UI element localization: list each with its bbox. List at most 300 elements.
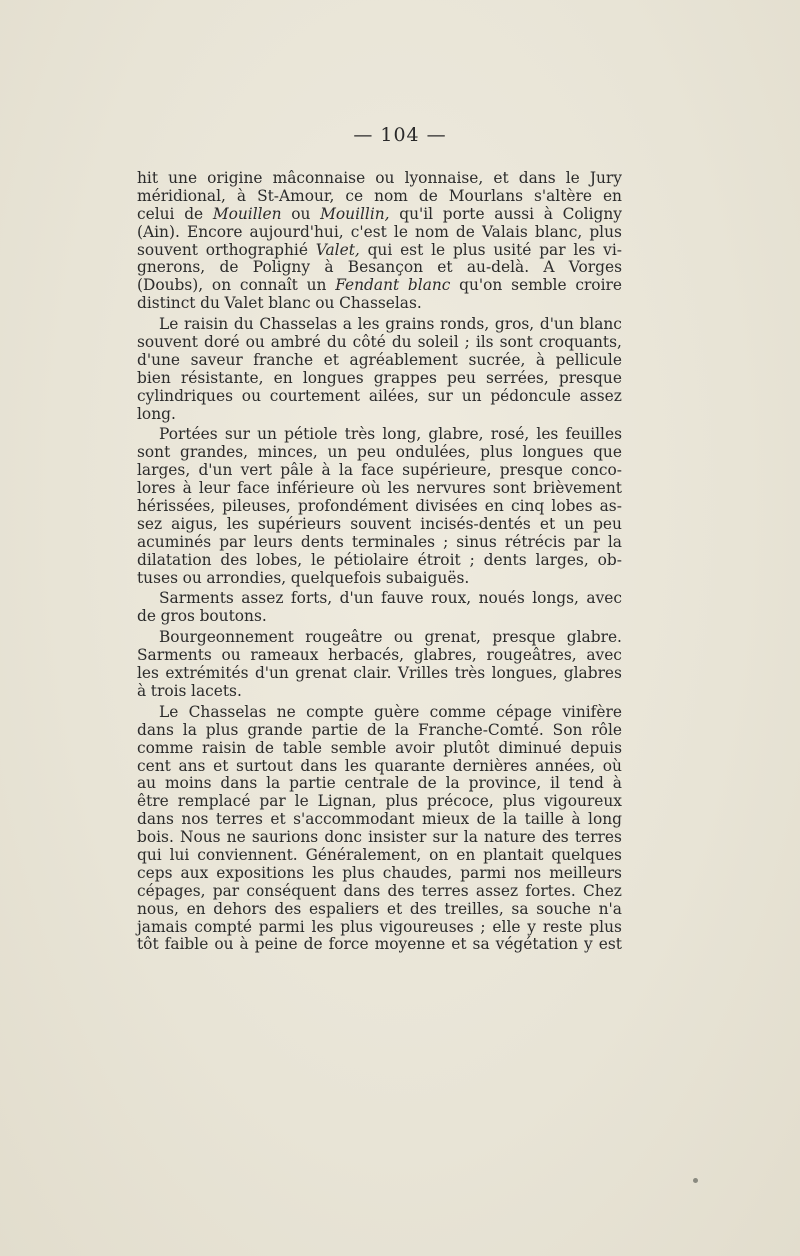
word: côté [352, 333, 386, 352]
word: roux, [431, 589, 472, 608]
word: dehors [213, 899, 267, 918]
word: un [461, 386, 482, 405]
word: larges, [137, 461, 191, 480]
word: dans [518, 169, 556, 187]
word: Nous [179, 828, 221, 847]
word: d'un [339, 589, 374, 608]
word: plus [385, 792, 419, 811]
word: un [306, 276, 327, 295]
word: végétation [495, 935, 579, 954]
word: les [536, 425, 559, 444]
word: une [168, 169, 198, 187]
word: diminué [498, 738, 562, 757]
body-text [137, 170, 622, 954]
word: reste [542, 917, 583, 936]
word: des [387, 881, 415, 900]
word: rosé, [490, 425, 530, 444]
word: ou [375, 169, 395, 187]
word: des [220, 550, 248, 569]
word: terres [215, 810, 263, 829]
word: pétiole [284, 425, 338, 444]
word: aux [180, 863, 209, 882]
word: tôt [137, 935, 159, 954]
word: mieux [421, 810, 470, 829]
text-line [137, 647, 622, 665]
word: peu [593, 514, 622, 533]
word: les [573, 240, 596, 259]
word: supérieure, [402, 461, 492, 480]
word: dents [483, 550, 527, 569]
text-line [137, 722, 622, 740]
word: cent [137, 756, 171, 775]
word: St-Amour, [257, 186, 335, 205]
text-line [137, 516, 622, 534]
word: expositions [216, 863, 305, 882]
word: compte [306, 702, 364, 721]
word: rôle [591, 720, 622, 739]
word: pétiolaire [333, 550, 409, 569]
text-line [137, 919, 622, 937]
word: à [137, 681, 147, 700]
word: ne [276, 702, 296, 721]
word: et [270, 810, 286, 829]
word: compté [194, 917, 252, 936]
word: et [213, 756, 229, 775]
word: grenat, [424, 628, 481, 647]
page-number: — 104 — [353, 124, 447, 146]
text-line [137, 277, 622, 295]
word: dans [137, 810, 174, 829]
text-line [137, 206, 622, 224]
word: elle [492, 917, 521, 936]
text-line [137, 811, 622, 829]
text-line [137, 426, 622, 444]
word: surtout [236, 756, 293, 775]
word: ou [393, 628, 414, 647]
word: il [550, 774, 560, 793]
word: province, [468, 774, 542, 793]
word: cylindriques [137, 386, 233, 405]
word: qui [367, 240, 393, 259]
word: de [418, 186, 438, 205]
text-line [137, 775, 622, 793]
word: rameaux [250, 646, 319, 665]
word: le [393, 222, 408, 241]
word: est [598, 935, 622, 954]
word: la [607, 532, 622, 551]
word: orthographié [205, 240, 308, 259]
word: résistante, [180, 368, 264, 387]
word: origine [207, 169, 263, 187]
word: boutons. [199, 607, 267, 626]
word: Bourgeonnement [159, 628, 294, 647]
word: et [386, 899, 403, 918]
word: leurs [253, 532, 293, 551]
word: des [274, 899, 302, 918]
word: la [394, 720, 410, 739]
word: lores [137, 479, 176, 498]
text-line [137, 462, 622, 480]
word: Mourlans [448, 186, 523, 205]
text-line [137, 352, 622, 370]
word: face [361, 461, 394, 480]
word: usité [493, 240, 532, 259]
word: A [543, 258, 555, 277]
word: larges, [535, 550, 589, 569]
word: presque [558, 368, 622, 387]
word: parmi [460, 863, 507, 882]
word: plus [589, 222, 622, 241]
word: soleil [417, 333, 459, 352]
word: fortes. [525, 881, 576, 900]
word: glabres, [413, 646, 477, 665]
word: à [543, 204, 553, 223]
word: qu'il [399, 204, 434, 223]
word: la [338, 461, 354, 480]
word: celui [137, 204, 175, 223]
word: blanc [407, 276, 451, 295]
word: croire [575, 276, 622, 295]
word: dans [343, 881, 381, 900]
word: longues [522, 443, 584, 462]
word: ceps [137, 863, 173, 882]
word: des [541, 828, 569, 847]
text-line [137, 847, 622, 865]
word: blanc [579, 315, 622, 334]
word: à [324, 258, 334, 277]
text-line [137, 388, 622, 406]
word: d'un [254, 664, 289, 683]
word: d'un [539, 315, 574, 334]
word: doré [203, 333, 240, 352]
word: dans [300, 756, 338, 775]
text-line [137, 224, 622, 242]
word: Portées [159, 425, 218, 444]
text-line [137, 552, 622, 570]
word: comme [137, 738, 194, 757]
text-line [137, 683, 622, 701]
word: qu'on [459, 276, 503, 295]
word: du [200, 294, 220, 313]
text-line [137, 498, 622, 516]
word: sa [472, 935, 490, 954]
word: arrondies, [206, 568, 287, 587]
word: ans [178, 756, 206, 775]
word: glabre, [428, 425, 484, 444]
word: d'une [137, 350, 181, 369]
word: conviennent. [197, 845, 298, 864]
word: force [328, 935, 369, 954]
word: longues, [491, 664, 558, 683]
word: long [588, 810, 622, 829]
word: et [451, 935, 467, 954]
word: a [342, 315, 352, 334]
text-line [137, 865, 622, 883]
word: meilleurs [549, 863, 622, 882]
word: gnerons, [137, 258, 206, 277]
word: par [573, 532, 600, 551]
word: le [311, 550, 326, 569]
word: sont [492, 479, 527, 498]
word: moyenne [374, 935, 446, 954]
word: souvent [350, 514, 412, 533]
word: du [233, 315, 254, 334]
word: ambré [270, 333, 321, 352]
word: on [211, 276, 232, 295]
word: nos [181, 810, 209, 829]
word: est [400, 240, 424, 259]
word: dilatation [137, 550, 212, 569]
word: à [239, 935, 249, 954]
word: profondément [297, 497, 409, 516]
word: ailées, [368, 386, 419, 405]
word: saveur [190, 350, 243, 369]
word: donc [324, 828, 362, 847]
word: les [226, 514, 249, 533]
word: la [503, 810, 518, 829]
word: remplacé [177, 792, 251, 811]
text-line [137, 608, 622, 626]
word: Valet [224, 294, 264, 313]
word: as- [599, 497, 622, 516]
text-line [137, 370, 622, 388]
text-line [137, 334, 622, 352]
word: souvent [137, 240, 198, 259]
word: avoir [395, 738, 435, 757]
word: plus [452, 240, 486, 259]
word: tuses [137, 568, 179, 587]
word: à [236, 186, 247, 205]
word: Valais [481, 222, 528, 241]
word: saurions [251, 828, 319, 847]
word: glabre. [566, 628, 622, 647]
text-line [137, 534, 622, 552]
word: de [303, 935, 323, 954]
word: noués [478, 589, 525, 608]
word: ou [315, 294, 335, 313]
text-line [137, 480, 622, 498]
word: inférieure [276, 479, 355, 498]
word: de [254, 738, 274, 757]
word: longues [302, 368, 364, 387]
word: à [571, 810, 581, 829]
word: ; [464, 333, 470, 352]
word: Encore [186, 222, 243, 241]
text-line [137, 570, 622, 588]
text-line [137, 665, 622, 683]
word: partie [311, 720, 359, 739]
word: faible [164, 935, 209, 954]
word: années, [535, 756, 596, 775]
word: du [326, 333, 347, 352]
word: y [584, 935, 593, 954]
word: ondulées, [395, 443, 471, 462]
word: ce [345, 186, 364, 205]
word: ou [214, 935, 234, 954]
word: courtement [269, 386, 361, 405]
word: ou [245, 333, 265, 352]
word: ob- [597, 550, 622, 569]
ink-speck [693, 1178, 698, 1183]
text-line [137, 295, 622, 313]
word: en [456, 845, 476, 864]
word: plus [340, 917, 373, 936]
word: Vrilles [397, 664, 449, 683]
word: assez [475, 881, 519, 900]
word: et [437, 258, 453, 277]
word: plus [342, 863, 375, 882]
word: dans [137, 720, 174, 739]
word: sont [137, 443, 171, 462]
word: aussi [494, 204, 535, 223]
word: par [539, 240, 566, 259]
word: Son [552, 720, 583, 739]
word: et [323, 350, 339, 369]
word: le [431, 240, 446, 259]
word: Coligny [562, 204, 622, 223]
word: mâconnaise [272, 169, 366, 187]
text-line [137, 629, 622, 647]
word: croquants, [538, 333, 622, 352]
word: à [535, 350, 546, 369]
word: trois [150, 681, 187, 700]
word: s'altère [533, 186, 592, 205]
text-line [137, 444, 622, 462]
word: plus [502, 792, 536, 811]
word: au [137, 774, 157, 793]
word: de [367, 720, 386, 739]
word: être [137, 792, 169, 811]
word: acuminés [137, 532, 212, 551]
word: plus [480, 443, 513, 462]
word: porte [442, 204, 485, 223]
text-line [137, 170, 622, 188]
word: de [417, 774, 437, 793]
word: le [565, 169, 580, 187]
word: lui [169, 845, 190, 864]
word: parmi [258, 917, 305, 936]
word: terres [421, 881, 469, 900]
word: raisin [201, 738, 247, 757]
word: les [312, 863, 335, 882]
word: les [344, 756, 367, 775]
word: les [137, 664, 159, 683]
word: jamais [137, 917, 188, 936]
word: de [455, 222, 475, 241]
word: grandes, [179, 443, 249, 462]
word: nous, [137, 899, 179, 918]
word: où [602, 756, 622, 775]
word: sont [499, 333, 533, 352]
word: plus [205, 720, 239, 739]
word: grenat [295, 664, 347, 683]
word: ronds, [440, 315, 490, 334]
word: centrale [344, 774, 409, 793]
word: aujourd'hui, [249, 222, 344, 241]
word: sur [224, 425, 250, 444]
word: Valet, [315, 240, 360, 259]
word: très [454, 664, 486, 683]
word: que [593, 443, 622, 462]
word: cinq [510, 497, 545, 516]
word: long, [382, 425, 422, 444]
word: au-delà. [466, 258, 530, 277]
text-line [137, 259, 622, 277]
word: aigus, [171, 514, 218, 533]
word: moins [164, 774, 212, 793]
word: distinct [137, 294, 196, 313]
word: de [137, 607, 156, 626]
word: taille [524, 810, 564, 829]
word: nature [484, 828, 536, 847]
text-line [137, 883, 622, 901]
word: la [445, 774, 460, 793]
word: Sarments [137, 646, 212, 665]
word: par [259, 792, 286, 811]
word: hit [137, 169, 159, 187]
word: les [311, 917, 334, 936]
word: nos [514, 863, 542, 882]
word: face [237, 479, 270, 498]
word: n'a [598, 899, 622, 918]
word: gros [160, 607, 195, 626]
word: lobes, [256, 550, 303, 569]
word: Le [159, 702, 179, 721]
word: sur [432, 828, 458, 847]
word: lobes [551, 497, 593, 516]
word: ils [475, 333, 494, 352]
word: étroit [417, 550, 461, 569]
word: à [612, 774, 622, 793]
word: ; [443, 532, 449, 551]
word: cépage [496, 702, 552, 721]
word: grains [385, 315, 435, 334]
word: lyonnaise, [404, 169, 484, 187]
word: souvent [137, 333, 198, 352]
word: rougeâtre [305, 628, 383, 647]
word: Mouillen [212, 204, 282, 223]
word: vinifère [562, 702, 622, 721]
word: insister [368, 828, 427, 847]
word: par [219, 532, 246, 551]
text-line [137, 936, 622, 954]
text-line [137, 740, 622, 758]
word: extrémités [165, 664, 249, 683]
word: terminales [351, 532, 436, 551]
word: à [321, 461, 331, 480]
word: herbacés, [328, 646, 405, 665]
word: long. [137, 404, 176, 423]
word: plus [589, 917, 622, 936]
word: Chasselas [188, 702, 267, 721]
word: la [266, 774, 281, 793]
word: Franche-Comté. [417, 720, 544, 739]
text-line [137, 704, 622, 722]
word: ou [221, 646, 241, 665]
word: plutôt [443, 738, 490, 757]
word: blanc [268, 294, 311, 313]
word: s'accommodant [293, 810, 415, 829]
word: comme [429, 702, 486, 721]
word: agréablement [349, 350, 458, 369]
word: pellicule [555, 350, 622, 369]
word: presque [499, 461, 563, 480]
word: divisées [415, 497, 478, 516]
word: sur [427, 386, 453, 405]
word: sez [137, 514, 163, 533]
word: où [361, 479, 381, 498]
text-line [137, 758, 622, 776]
